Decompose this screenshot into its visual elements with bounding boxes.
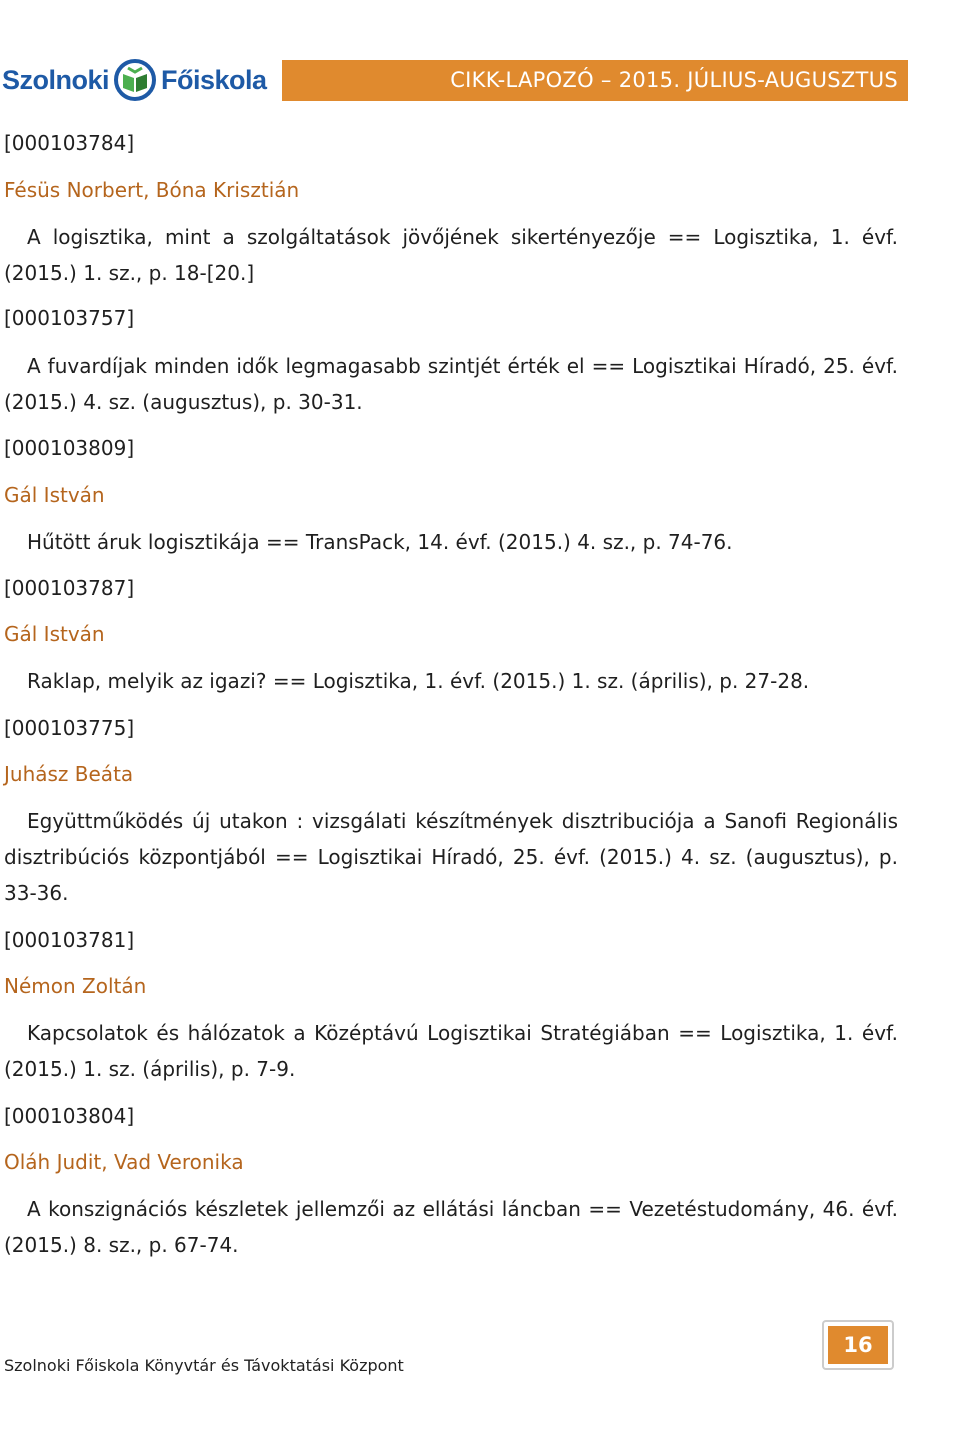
entry-citation: Kapcsolatok és hálózatok a Középtávú Logisztikai Stratégiában == Logisztika, 1. évf. (2015.) 1. sz. (április), p. 7-9. <box>4 1021 898 1081</box>
book-logo-icon <box>113 58 157 102</box>
entry-id: [000103775] <box>4 716 135 740</box>
college-logo <box>2 58 267 102</box>
entry-author: Gál István <box>4 483 105 507</box>
logo-text-left: Szolnoki <box>2 64 110 95</box>
entry-citation: Raklap, melyik az igazi? == Logisztika, 1. évf. (2015.) 1. sz. (április), p. 27-28. <box>27 669 810 693</box>
entry-citation: A logisztika, mint a szolgáltatások jövőjének sikertényezője == Logisztika, 1. évf. (2015.) 1. sz., p. 18-[20.] <box>4 225 898 285</box>
entry-id: [000103757] <box>4 306 135 330</box>
entry-citation: A fuvardíjak minden idők legmagasabb szintjét érték el == Logisztikai Híradó, 25. évf. (2015.) 4. sz. (augusztus), p. 30-31. <box>4 354 898 414</box>
page-number: 16 <box>828 1326 888 1364</box>
entry-id: [000103787] <box>4 576 135 600</box>
page-header <box>0 54 960 106</box>
logo-text-right: Főiskola <box>161 64 267 95</box>
entry-author: Fésüs Norbert, Bóna Krisztián <box>4 178 300 202</box>
entry-citation: Hűtött áruk logisztikája == TransPack, 14. évf. (2015.) 4. sz., p. 74-76. <box>27 530 733 554</box>
entry-author: Juhász Beáta <box>4 762 134 786</box>
issue-banner: CIKK-LAPOZÓ – 2015. JÚLIUS-AUGUSZTUS <box>282 60 908 101</box>
entry-author: Oláh Judit, Vad Veronika <box>4 1150 244 1174</box>
entry-author: Némon Zoltán <box>4 974 147 998</box>
entry-id: [000103781] <box>4 928 135 952</box>
entry-citation: A konszignációs készletek jellemzői az ellátási láncban == Vezetéstudomány, 46. évf. (2015.) 8. sz., p. 67-74. <box>4 1197 898 1257</box>
entry-id: [000103784] <box>4 131 135 155</box>
entry-id: [000103804] <box>4 1104 135 1128</box>
page-number-box <box>822 1320 894 1370</box>
entry-citation: Együttműködés új utakon : vizsgálati készítmények disztribuciója a Sanofi Regionális disztribúciós központjából == Logisztikai Híradó, 25. évf. (2015.) 4. sz. (augusztus), p. 33-36. <box>4 809 898 905</box>
footer-institution: Szolnoki Főiskola Könyvtár és Távoktatási Központ <box>4 1356 404 1375</box>
entry-id: [000103809] <box>4 436 135 460</box>
entry-author: Gál István <box>4 622 105 646</box>
